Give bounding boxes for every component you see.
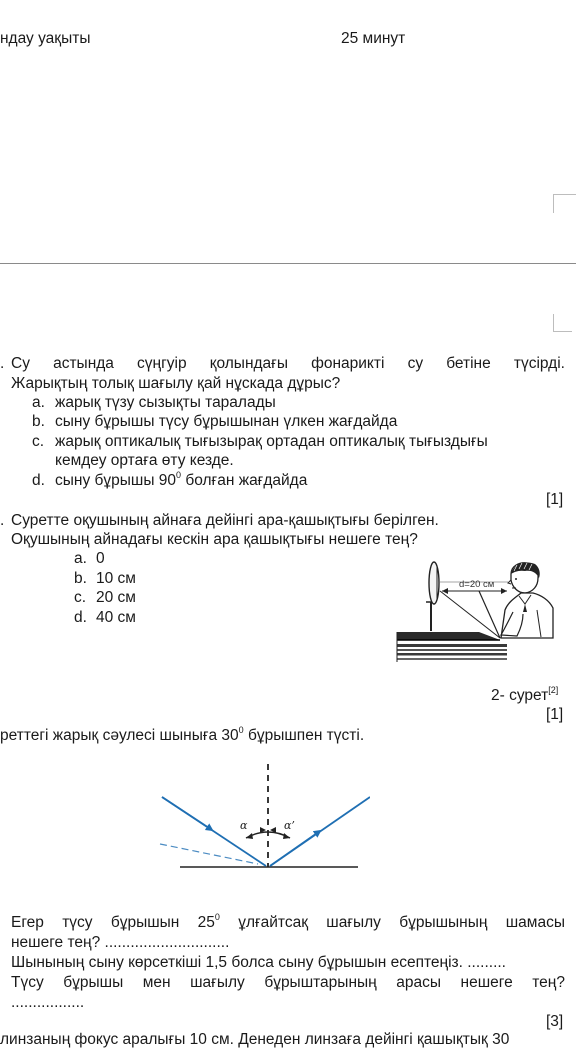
q3-word: түсу bbox=[62, 914, 93, 931]
q3-intro-rest: бұрышпен түсті. bbox=[243, 727, 365, 744]
q2-option-letter: c. bbox=[74, 589, 87, 606]
q1-option-letter: b. bbox=[32, 413, 45, 430]
q3-word: шағылу bbox=[326, 914, 381, 931]
q1-marks: [1] bbox=[546, 491, 564, 508]
q1-option-d bbox=[55, 472, 307, 490]
q1-option-c-continuation: кемдеу ортаға өту кезде. bbox=[55, 452, 234, 469]
q2-option-letter: b. bbox=[74, 570, 87, 587]
figure-caption-ref: [2] bbox=[548, 685, 559, 695]
q3-word: шамасы bbox=[505, 914, 565, 931]
q3-word: ұлғайтсақ bbox=[238, 914, 308, 931]
q1-option-d-text: сыну бұрышы 90 bbox=[55, 472, 177, 489]
q4-text-line1: линзаның фокус аралығы 10 см. Денеден линзаға дейінгі қашықтық 30 bbox=[0, 1031, 510, 1048]
q1-option-letter: c. bbox=[32, 433, 45, 450]
q3-sub1-line2: нешеге тең? ............................. bbox=[11, 934, 230, 951]
q3-word: бұрышын bbox=[110, 914, 180, 931]
q1-text-line1 bbox=[11, 355, 565, 373]
q3-word: шағылу bbox=[190, 974, 245, 991]
q3-marks: [3] bbox=[546, 1013, 564, 1030]
q2-option-b: 10 см bbox=[96, 570, 136, 587]
q1-word: Су bbox=[11, 355, 30, 372]
q1-option-d-rest: болған жағдайда bbox=[181, 472, 308, 489]
degree-superscript: 0 bbox=[238, 725, 244, 735]
figure-caption bbox=[491, 687, 558, 705]
angle-alpha: α bbox=[240, 819, 248, 832]
q2-option-c: 20 см bbox=[96, 589, 136, 606]
question-number-dot: . bbox=[0, 355, 5, 372]
q3-sub3-line2: ................. bbox=[11, 994, 85, 1011]
q1-word: сүңгуір bbox=[137, 355, 187, 372]
figure-caption-text: 2- сурет bbox=[491, 687, 549, 704]
duration-label: ндау уақыты bbox=[0, 30, 91, 47]
q3-word: тең? bbox=[532, 974, 565, 991]
q2-option-a: 0 bbox=[96, 550, 105, 567]
q3-word: Егер bbox=[11, 914, 44, 931]
page-corner-mark bbox=[553, 314, 572, 332]
q3-word: нешеге bbox=[460, 974, 513, 991]
q1-text-line2: Жарықтың толық шағылу қай нұскада дұрыс? bbox=[11, 375, 341, 392]
q1-word: түсірді. bbox=[513, 355, 565, 372]
degree-superscript: 0 bbox=[214, 912, 220, 922]
duration-value: 25 минут bbox=[341, 30, 406, 47]
angle-alpha-prime: α’ bbox=[284, 819, 295, 832]
q3-sub3-line1 bbox=[11, 974, 565, 992]
q3-word: мен bbox=[142, 974, 171, 991]
q3-word: Түсу bbox=[11, 974, 44, 991]
q1-word: астында bbox=[53, 355, 114, 372]
q1-word: бетіне bbox=[446, 355, 491, 372]
q3-sub1-line1 bbox=[11, 914, 565, 932]
q2-option-d: 40 см bbox=[96, 609, 136, 626]
q1-word: фонарикті bbox=[311, 355, 385, 372]
q1-word: су bbox=[407, 355, 424, 372]
q2-text-line2: Оқушының айнадағы кескін ара қашықтығы нешеге тең? bbox=[11, 531, 418, 548]
q2-option-letter: a. bbox=[74, 550, 87, 567]
question-number-dot: . bbox=[0, 512, 5, 529]
q3-intro-text: реттегі жарық сәулесі шыныға 30 bbox=[0, 727, 239, 744]
q1-word: қолындағы bbox=[209, 355, 288, 372]
q3-word: арасы bbox=[396, 974, 441, 991]
q1-option-b: сыну бұрышы түсу бұрышынан үлкен жағдайда bbox=[55, 413, 398, 430]
q2-marks: [1] bbox=[546, 706, 564, 723]
q3-word-with-degree bbox=[198, 914, 220, 932]
degree-superscript: 0 bbox=[176, 470, 182, 480]
q3-intro bbox=[0, 727, 364, 745]
q1-option-letter: a. bbox=[32, 394, 45, 411]
refracted-ray bbox=[160, 844, 258, 864]
q3-word: бұрышының bbox=[399, 914, 488, 931]
distance-label: d=20 см bbox=[459, 579, 495, 590]
q3-sub2: Шынының сыну көрсеткіші 1,5 болса сыну бұрышын есептеңіз. ......... bbox=[11, 954, 506, 971]
reflection-diagram bbox=[150, 760, 370, 872]
page-corner-mark bbox=[553, 194, 576, 213]
q2-text-line1: Суретте оқушының айнаға дейінгі ара-қашықтығы берілген. bbox=[11, 512, 439, 529]
mirror-figure bbox=[393, 560, 558, 665]
q3-word: 25 bbox=[197, 914, 215, 931]
q1-option-a: жарық түзу сызықты таралады bbox=[55, 394, 276, 411]
q3-word: бұрышы bbox=[63, 974, 124, 991]
q1-option-c: жарық оптикалық тығызырақ ортадан оптикалық тығыздығы bbox=[55, 433, 488, 450]
q1-option-letter: d. bbox=[32, 472, 45, 489]
q2-option-letter: d. bbox=[74, 609, 87, 626]
page-separator bbox=[0, 263, 576, 264]
q3-word: бұрыштарының bbox=[264, 974, 377, 991]
